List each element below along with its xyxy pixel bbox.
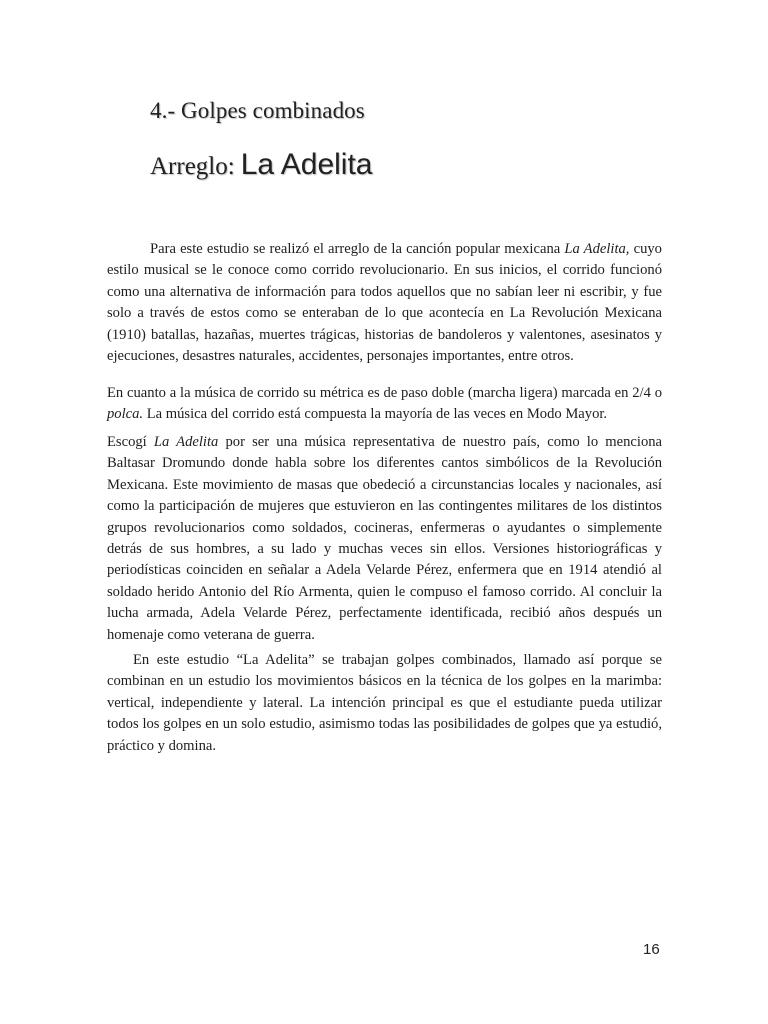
arrangement-colon: : (227, 153, 235, 180)
paragraph-meter (107, 383, 662, 426)
paragraph-meter-text-b: La música del corrido está compuesta la mayoría de las veces en Modo Mayor. (143, 406, 608, 423)
paragraph-intro-italic: La Adelita, (564, 241, 630, 257)
paragraph-intro (107, 239, 662, 367)
paragraph-choice-text-a: Escogí (107, 434, 154, 450)
paragraph-choice-italic: La Adelita (153, 434, 219, 450)
paragraph-meter-italic: polca. (107, 406, 144, 423)
paragraph-meter-text-a: En cuanto a la música de corrido su métrica es de paso doble (marcha ligera) marcada en 2/4 o (107, 385, 662, 401)
song-title: La Adelita (240, 148, 373, 181)
paragraph-technique-text: En este estudio “La Adelita” se trabajan golpes combinados, llamado así porque se combinan en un estudio los movimientos básicos en la técnica de los golpes en la marimba: vertical, independiente y lateral. La intención principal es que el estudiante pueda utilizar todos los golpes en un solo estudio, asimismo todas las posibilidades de golpes que ya estudió, práctico y domina. (107, 652, 662, 754)
arrangement-label: Arreglo (150, 153, 228, 180)
paragraph-intro-text-b: cuyo estilo musical se le conoce como corrido revolucionario. En sus inicios, el corrido funcionó como una alternativa de información para todos aquellos que no sabían leer ni escribir, y fue solo a través de estos como se enteraban de lo que acontecía en La Revolución Mexicana (1910) batallas, hazañas, muertes trágicas, historias de bandoleros y valentones, asesinatos y ejecuciones, desastres naturales, accidentes, personajes importantes, entre otros. (107, 241, 662, 365)
paragraph-choice-text-b: por ser una música representativa de nuestro país, como lo menciona Baltasar Dromundo donde habla sobre los diferentes cantos simbólicos de la Revolución Mexicana. Este movimiento de masas que obedeció a circunstancias locales y nacionales, así como la participación de mujeres que estuvieron en las contingentes militares de los distintos grupos revolucionarios como soldados, cocineras, enfermeras o ayudantes o simplemente detrás de sus hombres, a su lado y muchas veces sin ellos. Versiones historiográficas y periodísticas coinciden en señalar a Adela Velarde Pérez, enfermera que en 1914 atendió al soldado herido Antonio del Río Armenta, quien le compuso el famoso corrido. Al concluir la lucha armada, Adela Velarde Pérez, perfectamente identificada, recibió años después un homenaje como veterana de guerra. (107, 434, 663, 643)
paragraph-technique (107, 650, 662, 757)
page-number: 16 (643, 941, 660, 958)
arrangement-title (150, 148, 372, 182)
section-heading: 4.- Golpes combinados (150, 98, 365, 123)
paragraph-intro-text-a: Para este estudio se realizó el arreglo de la canción popular mexicana (150, 241, 565, 257)
paragraph-choice (107, 432, 662, 646)
